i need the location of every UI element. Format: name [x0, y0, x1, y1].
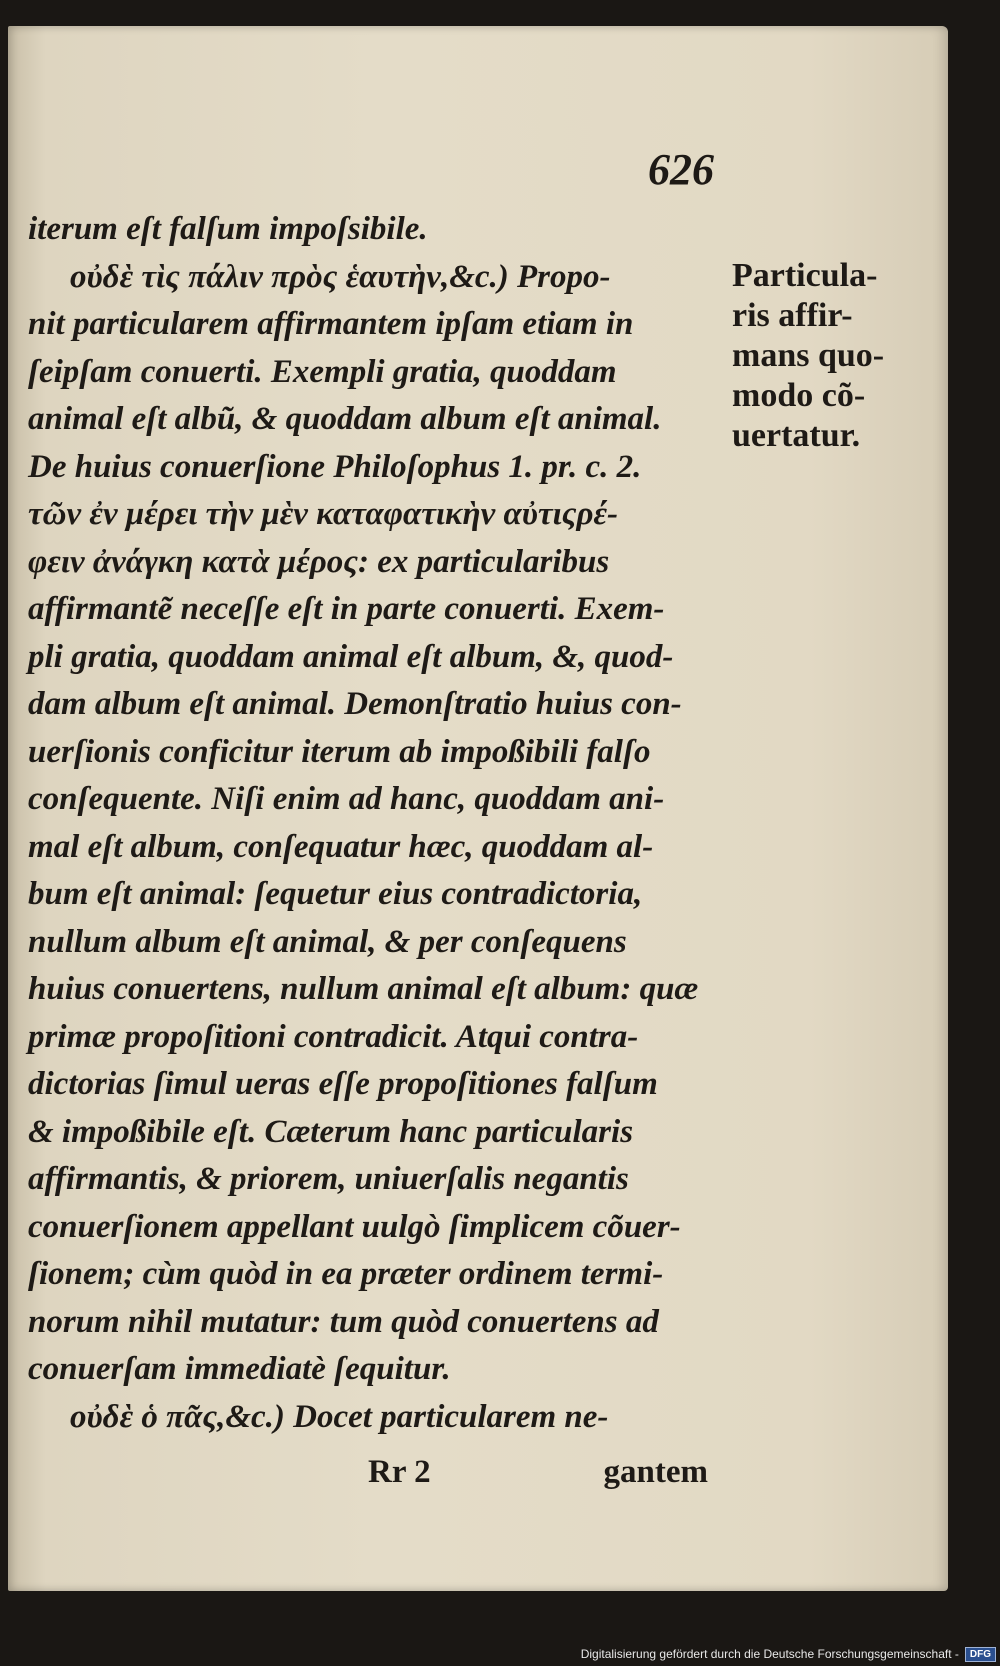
signature-mark: Rr 2: [368, 1454, 431, 1490]
text-line: dictorias ſimul ueras eſſe propoſitiones falſum: [28, 1066, 658, 1102]
marginal-line: uertatur.: [732, 417, 861, 454]
text-line: De huius conuerſione Philoſophus 1. pr. c. 2.: [28, 448, 642, 485]
text-line: bum eſt animal: ſequetur eius contradictoria,: [28, 876, 643, 912]
text-line: iterum eſt falſum impoſsibile.: [28, 211, 428, 247]
text-line: οὐδὲ τὶς πάλιν πρὸς ἑαυτὴν,&c.) Propo-: [70, 258, 611, 295]
text-line: animal eſt albũ, & quoddam album eſt animal.: [28, 401, 662, 437]
page-footer-line: [368, 1454, 708, 1491]
credit-text: Digitalisierung gefördert durch die Deutsche Forschungsgemeinschaft -: [580, 1647, 959, 1661]
text-line: dam album eſt animal. Demonſtratio huius con-: [28, 686, 682, 722]
text-line: norum nihil mutatur: tum quòd conuertens ad: [28, 1303, 659, 1340]
catchword: gantem: [603, 1454, 708, 1490]
marginal-note: [732, 256, 932, 456]
text-line: primæ propoſitioni contradicit. Atqui contra-: [28, 1018, 639, 1055]
marginal-line: ris affir-: [732, 297, 853, 334]
text-line: φειν ἀνάγκη κατὰ μέρος: ex particularibus: [28, 543, 610, 580]
book-page: [8, 26, 948, 1591]
text-line: nullum album eſt animal, & per conſequens: [28, 923, 627, 960]
dfg-logo: DFG: [965, 1647, 996, 1662]
text-line: conſequente. Niſi enim ad hanc, quoddam ani-: [28, 781, 665, 817]
text-line: & impoßibile eſt. Cæterum hanc particularis: [28, 1113, 634, 1150]
marginal-line: Particula-: [732, 257, 878, 294]
text-line: nit particularem affirmantem ipſam etiam in: [28, 306, 634, 342]
digitization-credit: [581, 1644, 996, 1664]
text-line: conuerſionem appellant uulgò ſimplicem cõuer-: [28, 1208, 681, 1245]
marginal-line: modo cõ-: [732, 377, 866, 414]
text-line: huius conuertens, nullum animal eſt album: quæ: [28, 971, 699, 1007]
text-line: mal eſt album, conſequatur hæc, quoddam al-: [28, 828, 654, 865]
text-line: οὐδὲ ὁ πᾶς,&c.) Docet particularem ne-: [70, 1398, 609, 1435]
text-line: conuerſam immediatè ſequitur.: [28, 1351, 451, 1387]
page-number: 626: [648, 145, 714, 194]
text-line: affirmantẽ neceſſe eſt in parte conuerti. Exem-: [28, 591, 665, 627]
text-line: pli gratia, quoddam animal eſt album, &, quod-: [28, 638, 674, 675]
marginal-line: mans quo-: [732, 337, 885, 374]
text-line: uerſionis conficitur iterum ab impoßibili falſo: [28, 733, 651, 770]
body-text: [28, 206, 728, 1441]
text-line: affirmantis, & priorem, uniuerſalis negantis: [28, 1161, 629, 1197]
text-line: ſeipſam conuerti. Exempli gratia, quoddam: [28, 353, 617, 390]
text-line: τῶν ἐν μέρει τὴν μὲν καταφατικὴν αὐτιςρέ-: [28, 496, 619, 532]
text-line: ſionem; cùm quòd in ea præter ordinem termi-: [28, 1256, 664, 1292]
